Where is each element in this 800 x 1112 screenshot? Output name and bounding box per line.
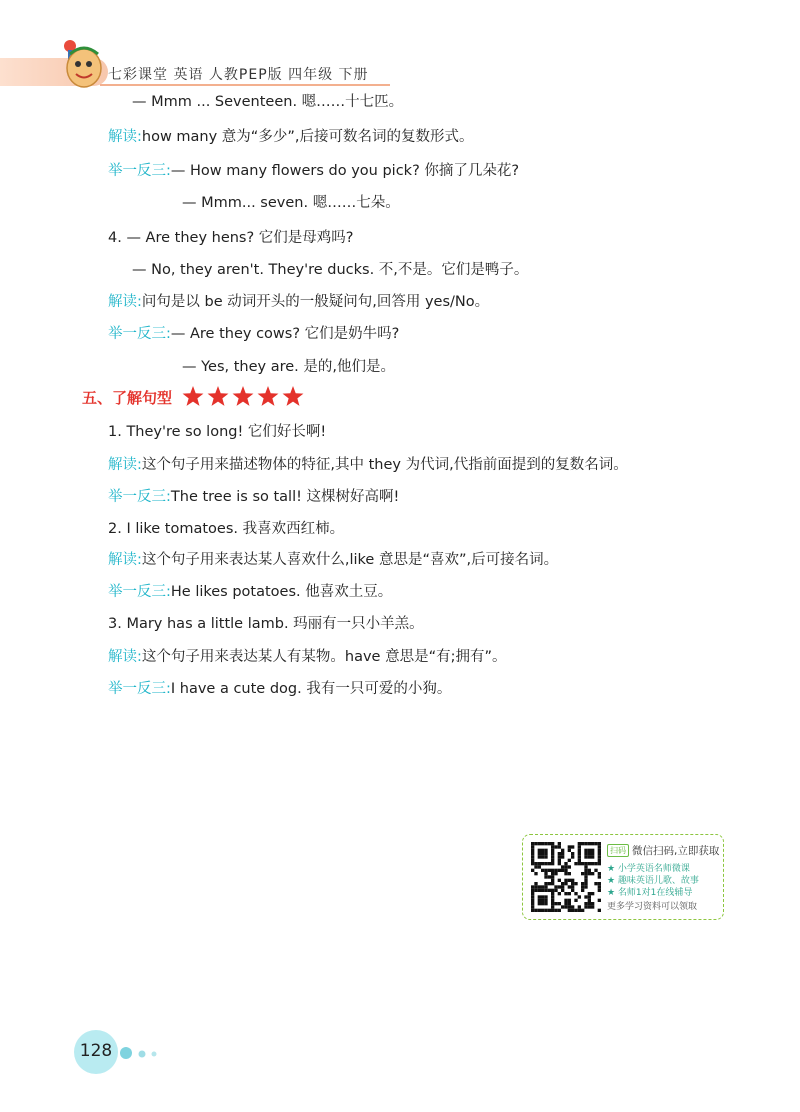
decorative-dots	[118, 1046, 168, 1060]
star-icon	[283, 386, 304, 406]
qr-heading	[607, 843, 719, 858]
explanation-line	[108, 292, 489, 312]
example-text: — Are they cows? 它们是奶牛吗?	[170, 326, 400, 342]
explain-tag: 解读:	[108, 129, 142, 145]
example-text: — How many flowers do you pick? 你摘了几朵花?	[170, 163, 520, 179]
explanation-line	[108, 647, 507, 667]
dialogue-line: 4. — Are they hens? 它们是母鸡吗?	[108, 230, 354, 246]
example-tag: 举一反三:	[108, 489, 171, 505]
explanation-line	[108, 127, 473, 147]
explanation-text: 这个句子用来表达某人喜欢什么,like 意思是“喜欢”,后可接名词。	[141, 552, 559, 568]
page-number: 128	[79, 1041, 113, 1061]
example-tag: 举一反三:	[108, 584, 171, 600]
header-title: 七彩课堂 英语 人教PEP版 四年级 下册	[108, 67, 369, 83]
qr-footer: 更多学习资料可以领取	[607, 902, 698, 912]
explanation-text: how many 意为“多少”,后接可数名词的复数形式。	[141, 129, 474, 145]
qr-heading-text: 微信扫码,立即获取	[632, 845, 720, 857]
explanation-line	[108, 550, 558, 570]
difficulty-stars	[181, 384, 305, 410]
explain-tag: 解读:	[108, 294, 142, 310]
dialogue-line: — Mmm... seven. 嗯……七朵。	[182, 195, 400, 211]
scan-badge: 扫码	[607, 844, 629, 857]
explanation-line	[108, 455, 628, 475]
sentence-line: 3. Mary has a little lamb. 玛丽有一只小羊羔。	[108, 616, 424, 632]
star-icon	[208, 386, 229, 406]
example-line	[108, 487, 399, 507]
example-tag: 举一反三:	[108, 681, 171, 697]
example-line	[108, 324, 399, 344]
header-rule	[100, 84, 390, 86]
example-tag: 举一反三:	[108, 326, 171, 342]
mascot-icon	[56, 36, 106, 90]
example-line	[108, 161, 519, 181]
dialogue-line: — Yes, they are. 是的,他们是。	[182, 359, 395, 375]
example-line	[108, 582, 392, 602]
example-text: The tree is so tall! 这棵树好高啊!	[170, 489, 400, 505]
example-text: I have a cute dog. 我有一只可爱的小狗。	[170, 681, 452, 697]
explanation-text: 问句是以 be 动词开头的一般疑问句,回答用 yes/No。	[141, 294, 490, 310]
explanation-text: 这个句子用来描述物体的特征,其中 they 为代词,代指前面提到的复数名词。	[141, 457, 628, 473]
explain-tag: 解读:	[108, 552, 142, 568]
sentence-line: 2. I like tomatoes. 我喜欢西红柿。	[108, 521, 345, 537]
star-icon	[258, 386, 279, 406]
star-icon	[183, 386, 204, 406]
dialogue-line: — No, they aren't. They're ducks. 不,不是。它们是鸭子。	[132, 262, 529, 278]
section-title: 五、了解句型	[82, 389, 173, 407]
qr-item: ★ 趣味英语儿歌、故事	[607, 876, 699, 886]
qr-card[interactable]	[522, 834, 724, 920]
example-tag: 举一反三:	[108, 163, 171, 179]
dialogue-line: — Mmm ... Seventeen. 嗯……十七匹。	[132, 94, 404, 110]
example-text: He likes potatoes. 他喜欢土豆。	[170, 584, 393, 600]
explanation-text: 这个句子用来表达某人有某物。have 意思是“有;拥有”。	[141, 649, 507, 665]
explain-tag: 解读:	[108, 457, 142, 473]
star-icon	[233, 386, 254, 406]
qr-code-icon[interactable]	[531, 842, 601, 912]
sentence-line: 1. They're so long! 它们好长啊!	[108, 424, 327, 440]
explain-tag: 解读:	[108, 649, 142, 665]
example-line	[108, 679, 451, 699]
qr-item: ★ 名师1对1在线辅导	[607, 888, 693, 898]
qr-item: ★ 小学英语名师微课	[607, 864, 690, 874]
